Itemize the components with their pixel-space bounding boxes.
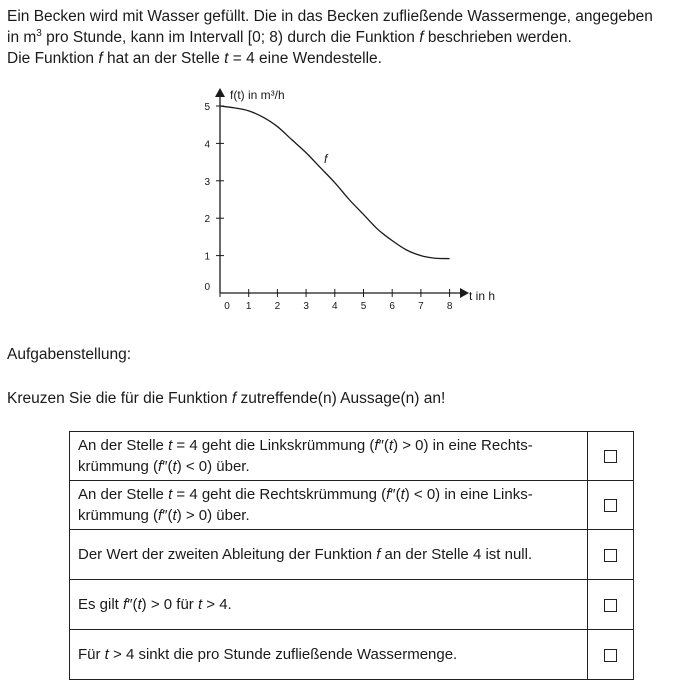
statement-checkbox-3[interactable] [604,549,617,562]
statement-text: Für t > 4 sinkt die pro Stunde zufließende Wassermenge. [70,630,588,680]
function-graph [190,80,510,320]
x-tick-label: 8 [446,301,453,312]
intro-text: Ein Becken wird mit Wasser gefüllt. Die in das Becken zufließende Wassermenge, angegeben [7,8,653,25]
y-tick-label: 2 [204,214,210,226]
exponent: 3 [36,27,42,39]
statement-row [70,580,634,630]
checkbox-cell [587,630,633,680]
checkbox-cell [587,580,633,630]
x-tick-label: 2 [274,301,281,312]
x-tick-label: 7 [418,301,424,312]
function-symbol: f [98,50,103,67]
intro-text: beschrieben werden. [423,29,572,46]
intro-text: = 4 eine Wendestelle. [228,50,382,67]
function-symbol: f [231,390,237,407]
x-axis-label: t in h [469,289,496,303]
intro-text: in m [7,29,37,46]
function-symbol: f [419,29,424,46]
statement-checkbox-2[interactable] [604,499,617,512]
y-tick-label: 1 [204,251,210,263]
checkbox-cell [587,481,633,530]
statement-text: An der Stelle t = 4 geht die Linkskrümmung (f″(t) > 0) in eine Rechts- krümmung (f″(t) < 0) über. [70,432,588,481]
x-tick-label: 3 [303,301,309,312]
x-tick-label: 0 [224,301,230,312]
statement-checkbox-4[interactable] [604,599,617,612]
instruction-text: zutreffende(n) Aussage(n) an! [236,390,446,407]
heading-text: Aufgabenstellung: [7,346,132,363]
intro-text: hat an der Stelle [102,50,225,67]
statement-row [70,481,634,530]
x-tick-label: 1 [245,301,252,312]
y-tick-label: 5 [204,102,210,113]
series-label: f [324,152,328,166]
statement-row [70,530,634,580]
x-axis-arrow [460,288,469,298]
ticks [204,102,452,312]
axes [215,88,469,298]
intro-text: Die Funktion [7,50,99,67]
x-tick-label: 4 [332,301,338,312]
variable-symbol: t [224,50,229,67]
y-tick-label: 3 [204,176,210,188]
y-axis-arrow [215,88,225,97]
y-tick-label: 0 [204,282,210,293]
instruction-text: Kreuzen Sie die für die Funktion [7,390,232,407]
y-tick-label: 4 [204,139,210,151]
section-heading [7,346,131,364]
intro-text: pro Stunde, kann im Intervall [0; 8) durch die Funktion [41,29,420,46]
intro-line-1 [7,6,687,27]
checkbox-cell [587,530,633,580]
problem-intro [7,6,687,69]
statement-row [70,630,634,680]
statements-table [69,431,634,680]
checkbox-cell [587,432,633,481]
statement-text: Es gilt f″(t) > 0 für t > 4. [70,580,588,630]
intro-line-2 [7,27,687,48]
statement-text: Der Wert der zweiten Ableitung der Funktion f an der Stelle 4 ist null. [70,530,588,580]
curve-f [220,106,450,259]
x-tick-label: 6 [389,301,395,312]
x-tick-label: 5 [360,301,367,312]
instruction [7,390,445,408]
statement-checkbox-5[interactable] [604,649,617,662]
statement-row [70,432,634,481]
intro-line-3 [7,48,687,69]
y-axis-label: f(t) in m³/h [230,88,285,102]
statement-text: An der Stelle t = 4 geht die Rechtskrümmung (f″(t) < 0) in eine Links- krümmung (f″(t) > 0) über. [70,481,588,530]
statement-checkbox-1[interactable] [604,450,617,463]
